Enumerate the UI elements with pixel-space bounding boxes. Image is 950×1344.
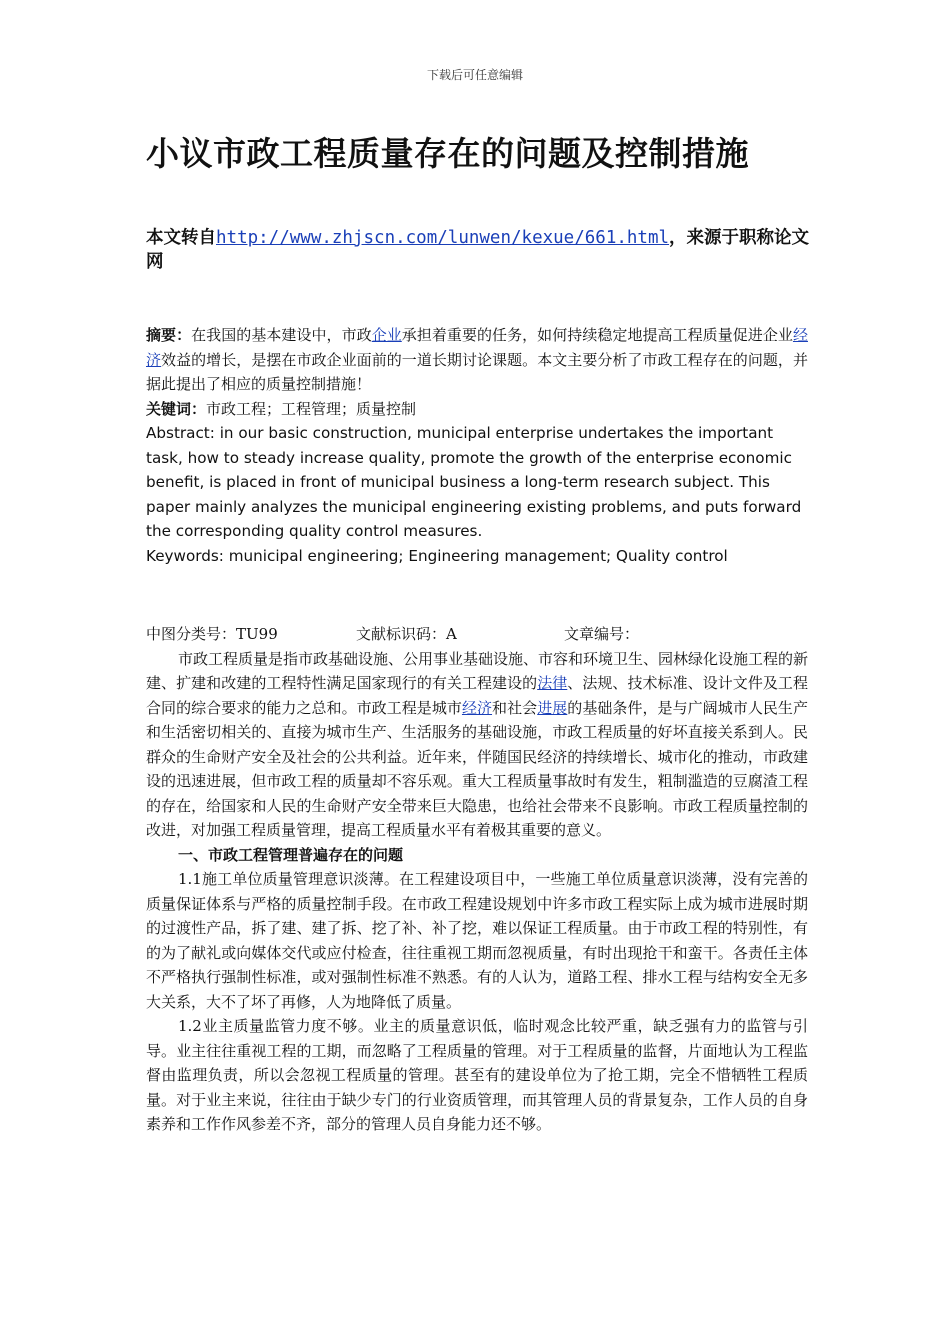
link-economy-2[interactable]: 经济 xyxy=(461,698,493,717)
link-economy[interactable]: 经济 xyxy=(146,326,808,369)
intro-text-4: 的基础条件，是与广阔城市人民生产和生活密切相关的、直接为城市生产、生活服务的基础设施，市政工程质量的好坏直接关系到人。民群众的生命财产安全及社会的公共利益。近年来，伴随国民经济的持续增长、城市化的推动，市政建设的迅速进展，但市政工程的质量却不容乐观。重大工程质量事故时有发生，粗制滥造的豆腐渣工程的存在，给国家和人民的生命财产安全带来巨大隐患，也给社会带来不良影响。市政工程质量控制的改进，对加强工程质量管理，提高工程质量水平有着极其重要的意义。 xyxy=(146,698,808,839)
source-suffix: ，来源于职称论文网 xyxy=(146,228,810,272)
intro-text-2: 、法规、技术标准、设计文件及工程合同的综合要求的能力之总和。市政工程是城市 xyxy=(146,674,808,717)
article-number: 文章编号： xyxy=(564,625,640,643)
keywords-en: Keywords: municipal engineering; Engineering management; Quality control xyxy=(146,546,728,565)
keywords-cn xyxy=(146,397,808,422)
main-body xyxy=(146,622,808,1137)
link-law[interactable]: 法律 xyxy=(537,674,568,692)
intro-text-1: 市政工程质量是指市政基础设施、公用事业基础设施、市容和环境卫生、园林绿化设施工程的新建、扩建和改建的工程特性满足国家现行的有关工程建设的 xyxy=(146,649,809,692)
abstract-en: Abstract: in our basic construction, municipal enterprise undertakes the important task, how to steady increase quality, promote the growth of the enterprise economic benefit, is placed in front of municipal business a long-term research subject. This paper mainly analyzes the municipal engineering existing problems, and puts forward the corresponding quality control measures. xyxy=(146,424,802,540)
abstract-text-3: 效益的增长，是摆在市政企业面前的一道长期讨论课题。本文主要分析了市政工程存在的问题，并据此提出了相应的质量控制措施！ xyxy=(146,350,808,393)
classification-line xyxy=(146,622,808,647)
link-progress[interactable]: 进展 xyxy=(537,698,568,717)
intro-text-3: 和社会 xyxy=(492,698,538,717)
keywords-label: 关键词： xyxy=(146,399,207,418)
link-enterprise[interactable]: 企业 xyxy=(371,326,402,344)
clc-number: 中图分类号：TU99 xyxy=(146,625,278,643)
document-code: 文献标识码：A xyxy=(356,625,457,643)
document-title: 小议市政工程质量存在的问题及控制措施 xyxy=(146,134,749,173)
abstract-label: 摘要： xyxy=(146,326,192,344)
abstract-text-1: 在我国的基本建设中，市政 xyxy=(191,326,372,344)
abstract-block xyxy=(146,323,808,568)
intro-paragraph xyxy=(146,647,808,843)
page-header: 下载后可任意编辑 xyxy=(426,68,523,82)
keywords-text: 市政工程；工程管理；质量控制 xyxy=(206,399,417,418)
section-heading: 一、市政工程管理普遍存在的问题 xyxy=(178,845,404,864)
abstract-text-2: 承担着重要的任务，如何持续稳定地提高工程质量促进企业 xyxy=(401,326,793,344)
source-link[interactable]: http://www.zhjscn.com/lunwen/kexue/661.html xyxy=(216,228,670,248)
section-paragraph-1-1: 1.1施工单位质量管理意识淡薄。在工程建设项目中，一些施工单位质量意识淡薄，没有完善的质量保证体系与严格的质量控制手段。在市政工程建设规划中许多市政工程实际上成为城市进展时期的过渡性产品，拆了建、建了拆、挖了补、补了挖，难以保证工程质量。由于市政工程的特别性，有的为了献礼或向媒体交代或应付检查，往往重视工期而忽视质量，有时出现抢干和蛮干。各责任主体不严格执行强制性标准，或对强制性标准不熟悉。有的人认为，道路工程、排水工程与结构安全无多大关系，大不了坏了再修，人为地降低了质量。 xyxy=(146,870,808,1011)
abstract-cn xyxy=(146,323,808,397)
section-paragraph-1-2: 1.2业主质量监管力度不够。业主的质量意识低，临时观念比较严重，缺乏强有力的监管与引导。业主往往重视工程的工期，而忽略了工程质量的管理。对于工程质量的监督，片面地认为工程监督由监理负责，所以会忽视工程质量的管理。甚至有的建设单位为了抢工期，完全不惜牺牲工程质量。对于业主来说，往往由于缺少专门的行业资质管理，而其管理人员的背景复杂，工作人员的自身素养和工作作风参差不齐，部分的管理人员自身能力还不够。 xyxy=(146,1017,808,1133)
source-prefix: 本文转自 xyxy=(146,228,216,248)
source-note xyxy=(146,226,811,274)
